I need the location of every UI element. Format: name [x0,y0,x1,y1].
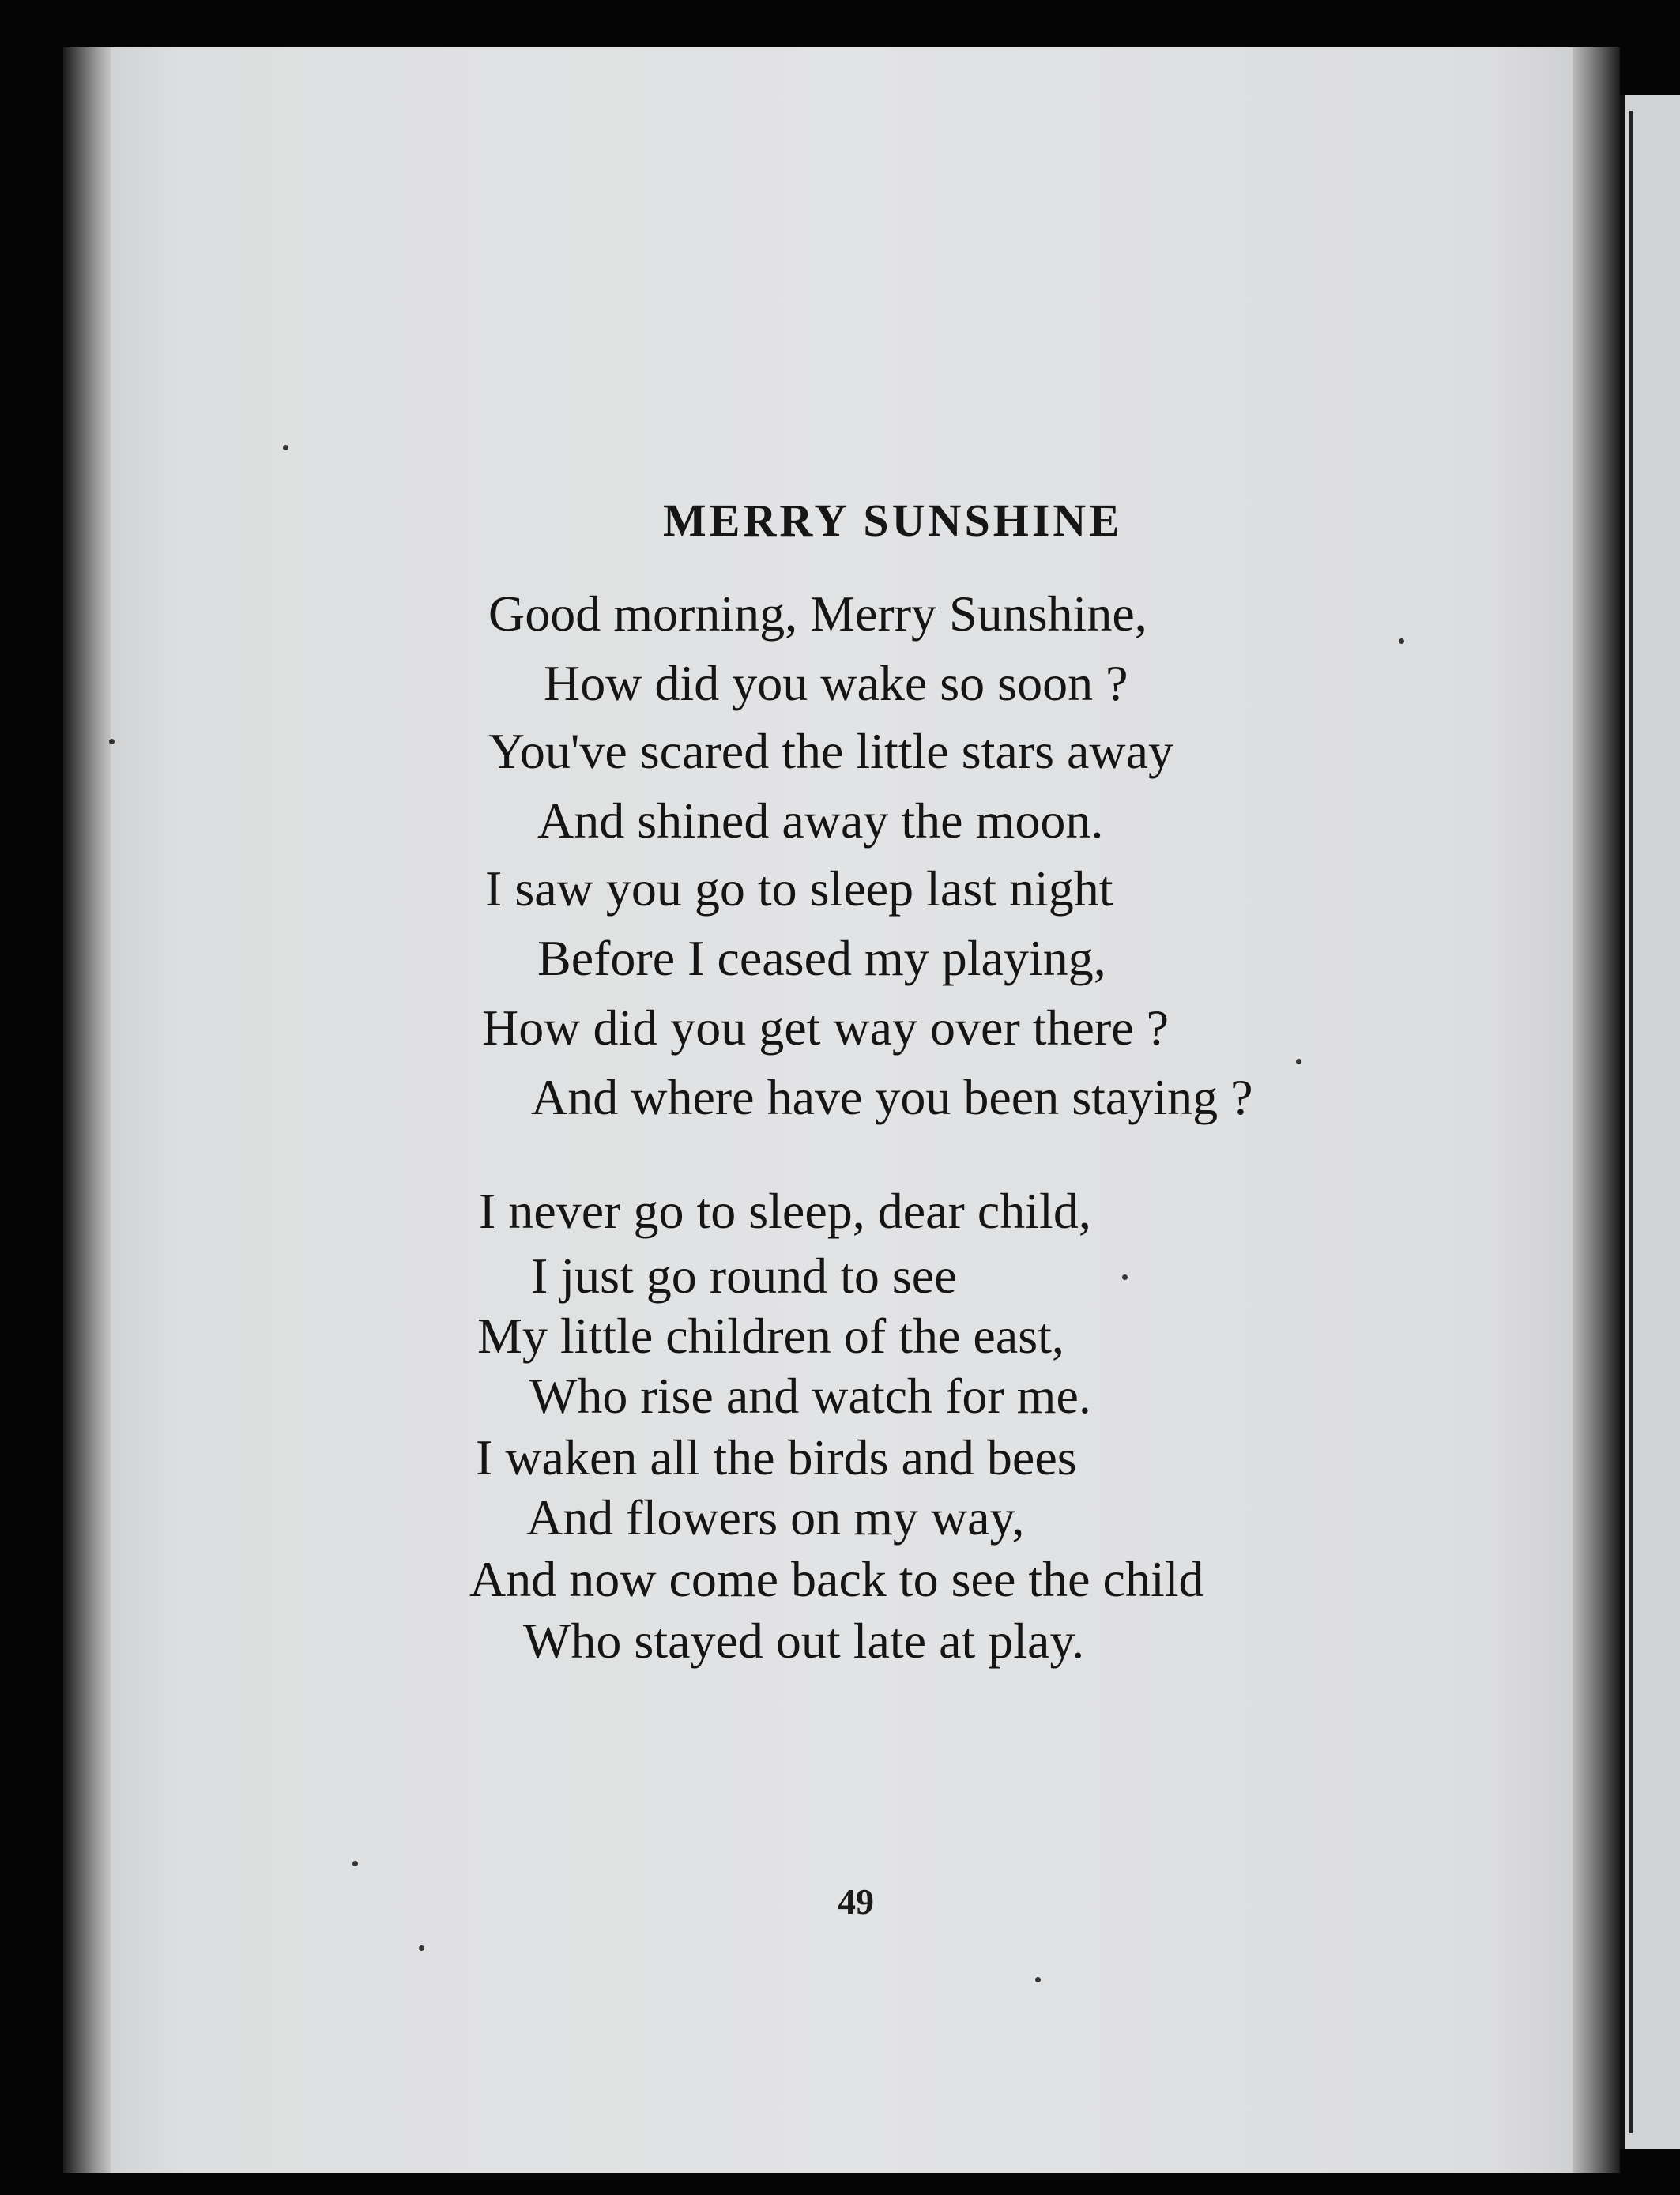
scan-speck [1122,1274,1128,1280]
poem-line: I waken all the birds and bees [476,1429,1077,1485]
poem-line: Who stayed out late at play. [523,1613,1085,1669]
poem-line: And now come back to see the child [469,1551,1204,1607]
poem-line: I just go round to see [531,1248,957,1304]
scan-speck [109,739,115,744]
poem-line: And where have you been staying ? [531,1069,1253,1125]
poem-line: Before I ceased my playing, [537,930,1106,986]
poem-line: How did you wake so soon ? [544,655,1128,711]
scan-speck [352,1861,358,1866]
scan-speck [1035,1977,1041,1982]
poem-line: Who rise and watch for me. [529,1368,1091,1424]
poem-line: I saw you go to sleep last night [485,860,1113,917]
page-number: 49 [838,1881,874,1922]
poem-line: And flowers on my way, [526,1489,1025,1546]
page-binding-edge [63,47,111,2173]
poem-line: My little children of the east, [477,1308,1064,1364]
scan-speck [419,1945,424,1951]
adjacent-page-rule [1629,111,1633,2133]
scan-speck [1399,638,1404,644]
poem-line: And shined away the moon. [537,793,1104,849]
scan-speck [1296,1059,1301,1064]
scan-speck [283,445,288,450]
poem-line: How did you get way over there ? [482,1000,1170,1056]
poem-line: You've scared the little stars away [488,723,1174,779]
page-gutter-shadow [1573,47,1620,2173]
poem-line: Good morning, Merry Sunshine, [488,585,1147,642]
poem-title: MERRY SUNSHINE [663,495,1123,546]
poem-line: I never go to sleep, dear child, [479,1183,1091,1239]
